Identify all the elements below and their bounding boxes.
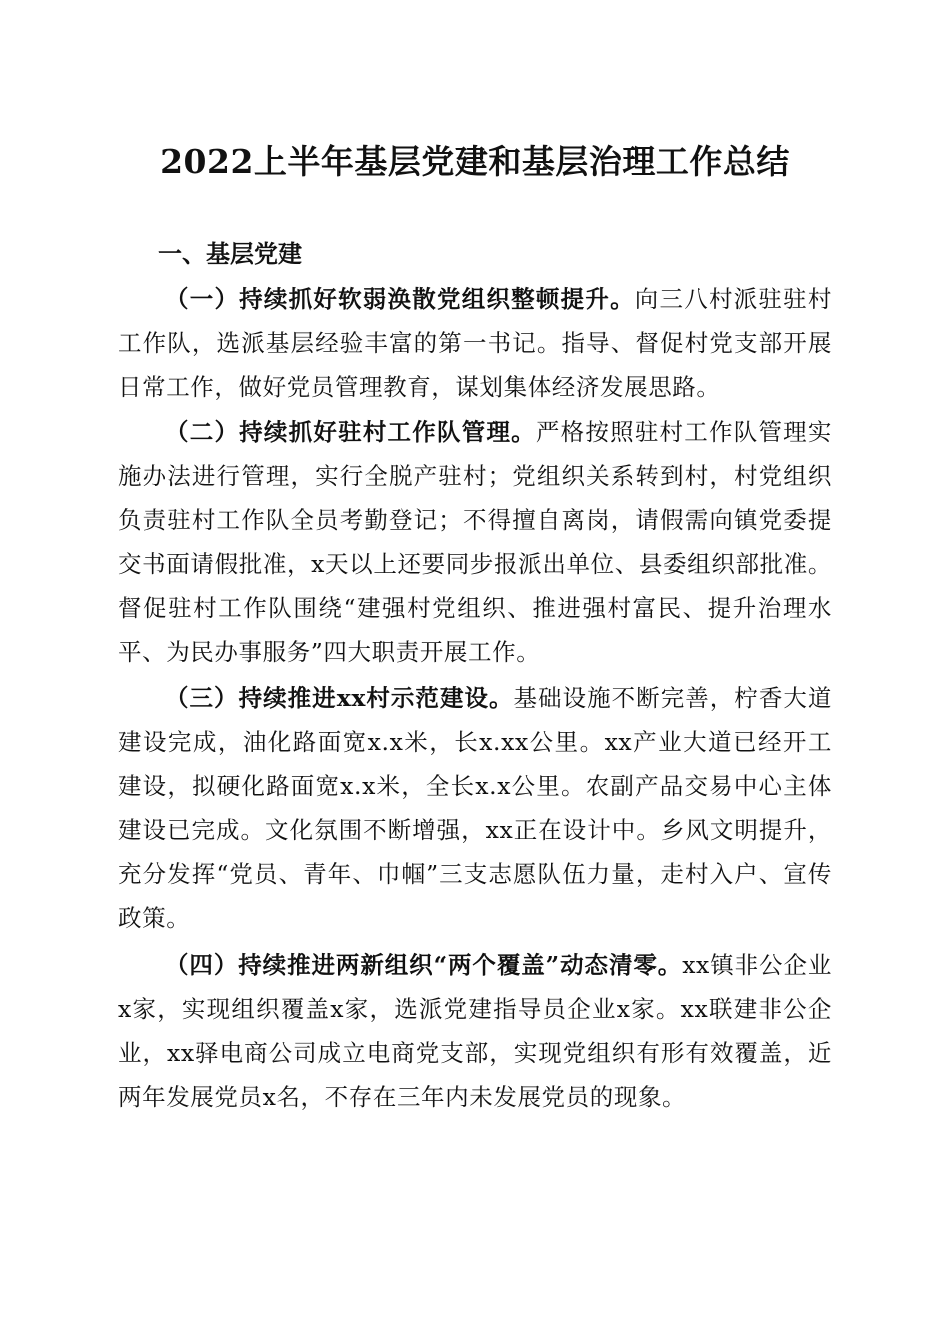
paragraph-4-text: xx镇非公企业x家，实现组织覆盖x家，选派党建指导员企业x家。xx联建非公企业，xx驿电商公司成立电商党支部，实现党组织有形有效覆盖，近两年发展党员x名，不存在三年内未发展党员的现象。 xyxy=(118,951,832,1111)
paragraph-4-lead: （四）持续推进两新组织“两个覆盖”动态清零。 xyxy=(165,951,683,979)
paragraph-3 xyxy=(118,676,832,940)
paragraph-2-text: 严格按照驻村工作队管理实施办法进行管理，实行全脱产驻村；党组织关系转到村，村党组织负责驻村工作队全员考勤登记；不得擅自离岗，请假需向镇党委提交书面请假批准，x天以上还要同步报派出单位、县委组织部批准。督促驻村工作队围绕“建强村党组织、推进强村富民、提升治理水平、为民办事服务”四大职责开展工作。 xyxy=(118,418,833,666)
paragraph-3-lead: （三）持续推进xx村示范建设。 xyxy=(165,684,514,712)
document-title: 2022上半年基层党建和基层治理工作总结 xyxy=(160,142,790,181)
paragraph-3-text: 基础设施不断完善，柠香大道建设完成，油化路面宽x.x米，长x.xx公里。xx产业大道已经开工建设，拟硬化路面宽x.x米，全长x.x公里。农副产品交易中心主体建设已完成。文化氛围不断增强，xx正在设计中。乡风文明提升，充分发挥“党员、青年、巾帼”三支志愿队伍力量，走村入户、宣传政策。 xyxy=(118,684,832,932)
paragraph-1 xyxy=(118,277,832,409)
paragraph-4 xyxy=(118,943,832,1119)
paragraph-2 xyxy=(118,410,832,674)
section-heading: 一、基层党建 xyxy=(158,239,302,268)
paragraph-1-lead: （一）持续抓好软弱涣散党组织整顿提升。 xyxy=(165,285,635,313)
paragraph-1-text: 向三八村派驻驻村工作队，选派基层经验丰富的第一书记。指导、督促村党支部开展日常工作，做好党员管理教育，谋划集体经济发展思路。 xyxy=(118,285,832,401)
paragraph-2-lead: （二）持续抓好驻村工作队管理。 xyxy=(165,418,536,446)
